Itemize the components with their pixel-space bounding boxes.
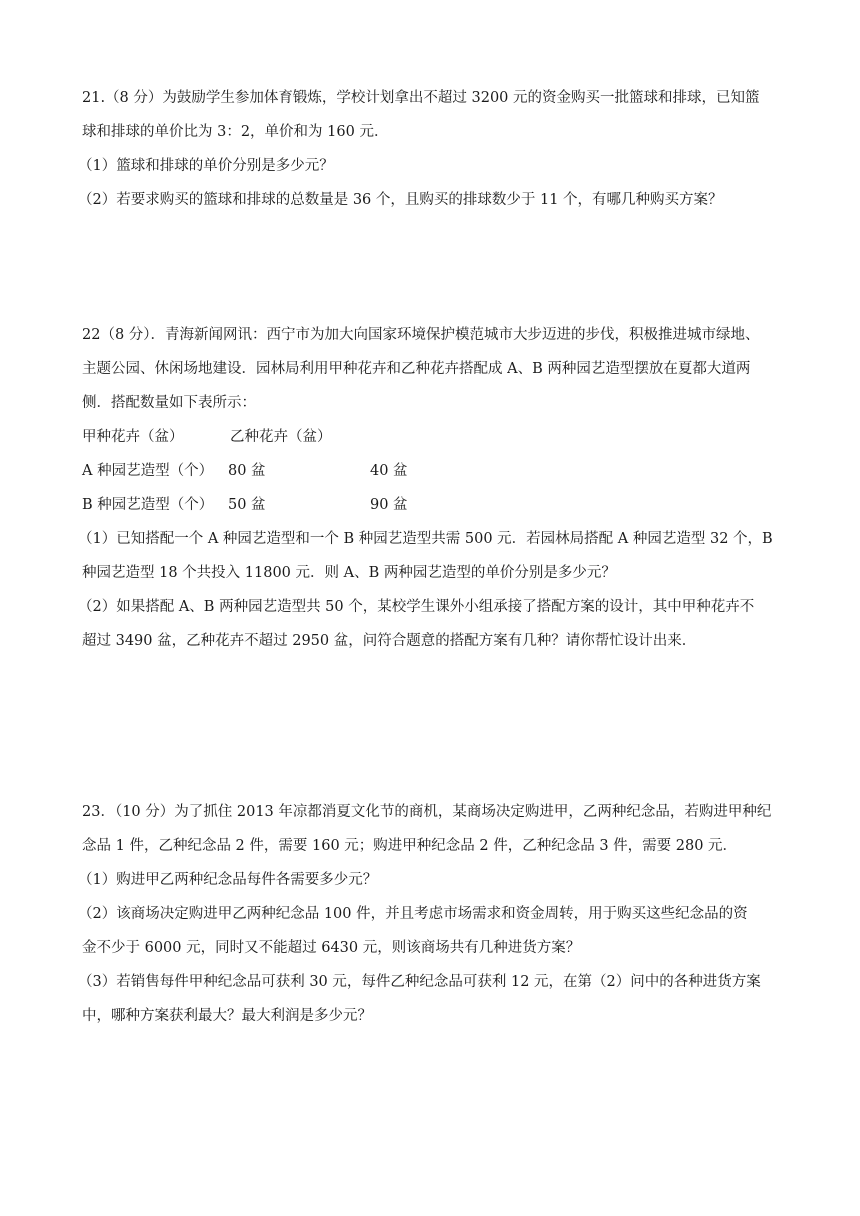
problem-21-line-1: 21.（8 分）为鼓励学生参加体育锻炼，学校计划拿出不超过 3200 元的资金购买一批篮球和排球，已知篮 <box>82 90 760 106</box>
problem-21 <box>78 81 782 217</box>
table-row-b-jia: 50 盆 <box>228 497 266 513</box>
flower-table-header <box>82 420 782 454</box>
problem-23-question-3-line-1: （3）若销售每件甲种纪念品可获利 30 元，每件乙种纪念品可获利 12 元，在第（2）问中的各种进货方案 <box>78 974 761 990</box>
table-header-yi: 乙种花卉（盆） <box>230 429 332 445</box>
problem-22-question-1-line-2: 种园艺造型 18 个共投入 11800 元．则 A、B 两种园艺造型的单价分别是多少元？ <box>82 565 616 581</box>
problem-21-line-2: 球和排球的单价比为 3：2，单价和为 160 元． <box>82 124 389 140</box>
flower-table <box>82 420 782 522</box>
table-row-a-yi: 40 盆 <box>370 463 408 479</box>
problem-22-intro-line-2: 主题公园、休闲场地建设．园林局利用甲种花卉和乙种花卉搭配成 A、B 两种园艺造型摆放在夏都大道两 <box>82 361 751 377</box>
problem-23 <box>78 795 782 1033</box>
problem-23-question-2-line-1: （2）该商场决定购进甲乙两种纪念品 100 件，并且考虑市场需求和资金周转，用于购买这些纪念品的资 <box>78 906 748 922</box>
table-row-b-label: B 种园艺造型（个） <box>82 497 214 513</box>
table-header-jia: 甲种花卉（盆） <box>82 429 184 445</box>
table-row-b-yi: 90 盆 <box>370 497 408 513</box>
table-row-a-label: A 种园艺造型（个） <box>82 463 214 479</box>
problem-23-question-3-line-2: 中，哪种方案获利最大？最大利润是多少元？ <box>82 1008 372 1024</box>
problem-22-intro-line-3: 侧．搭配数量如下表所示： <box>82 395 256 411</box>
problem-23-question-2-line-2: 金不少于 6000 元，同时又不能超过 6430 元，则该商场共有几种进货方案？ <box>82 940 581 956</box>
problem-23-line-2: 念品 1 件，乙种纪念品 2 件，需要 160 元；购进甲种纪念品 2 件，乙种纪念品 3 件，需要 280 元． <box>82 838 738 854</box>
table-row-a-jia: 80 盆 <box>228 463 266 479</box>
problem-22-question-1-line-1: （1）已知搭配一个 A 种园艺造型和一个 B 种园艺造型共需 500 元．若园林局搭配 A 种园艺造型 32 个，B <box>78 531 773 547</box>
problem-22-question-2-line-2: 超过 3490 盆，乙种花卉不超过 2950 盆，问符合题意的搭配方案有几种？请你帮忙设计出来． <box>82 633 697 649</box>
problem-21-question-2: （2）若要求购买的篮球和排球的总数量是 36 个，且购买的排球数少于 11 个，有哪几种购买方案？ <box>78 192 723 208</box>
problem-22 <box>78 318 782 658</box>
problem-22-intro-line-1: 22（8 分）．青海新闻网讯：西宁市为加大向国家环境保护模范城市大步迈进的步伐，积极推进城市绿地、 <box>82 327 760 343</box>
problem-21-question-1: （1）篮球和排球的单价分别是多少元？ <box>78 158 334 174</box>
problem-23-question-1: （1）购进甲乙两种纪念品每件各需要多少元？ <box>78 872 378 888</box>
flower-table-row-b <box>82 488 782 522</box>
problem-22-question-2-line-1: （2）如果搭配 A、B 两种园艺造型共 50 个，某校学生课外小组承接了搭配方案的设计，其中甲种花卉不 <box>78 599 755 615</box>
flower-table-row-a <box>82 454 782 488</box>
problem-23-line-1: 23．（10 分）为了抓住 2013 年凉都消夏文化节的商机，某商场决定购进甲，乙两种纪念品，若购进甲种纪 <box>82 804 772 820</box>
